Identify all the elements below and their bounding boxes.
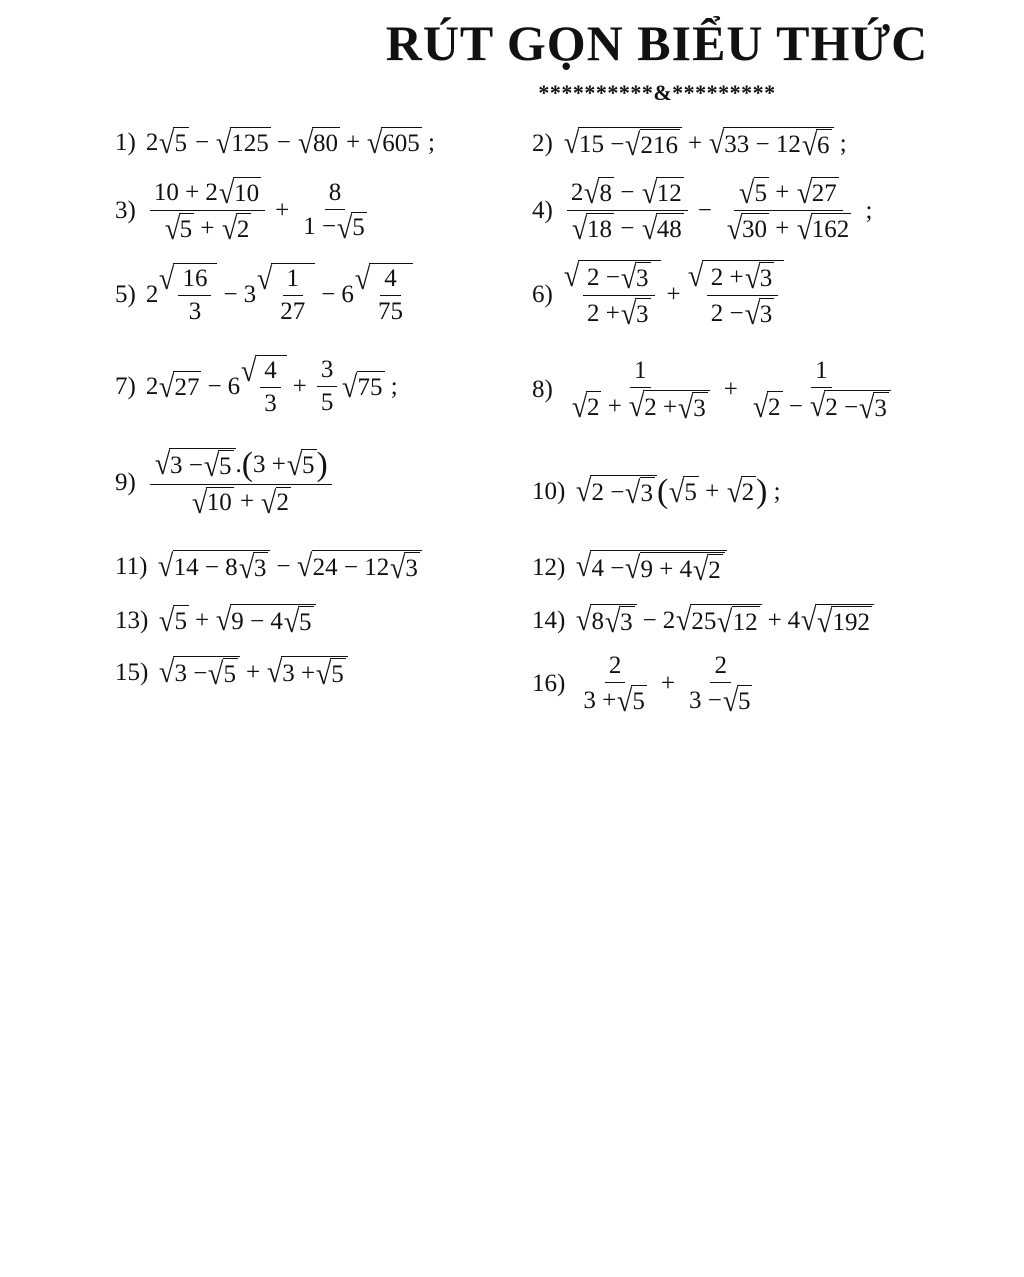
problem-7 [115, 355, 398, 418]
problem-expression: 10 + 2 √ 10 √ 5 + √ 2 + 8 1 − √ 5 [146, 177, 375, 245]
problem-number: 8) [532, 376, 553, 404]
problem-15 [115, 656, 348, 689]
page-title: RÚT GỌN BIỂU THỨC [385, 15, 929, 71]
problem-number: 13) [115, 606, 149, 634]
problem-13 [115, 604, 316, 637]
problem-number: 11) [115, 552, 148, 580]
problem-number: 4) [532, 196, 553, 224]
problem-10 [532, 475, 781, 509]
problem-expression: √ 2 − √ 3 ( √ 5 + √ 2 ) ; [576, 473, 781, 511]
problem-12 [532, 550, 727, 585]
problem-number: 14) [532, 606, 566, 634]
problem-9 [115, 448, 336, 518]
problem-number: 7) [115, 372, 136, 400]
problem-number: 1) [115, 128, 136, 156]
problem-expression: √ 15 − √ 216 + √ 33 − 12 √ 6 ; [563, 125, 847, 162]
problem-number: 2) [532, 129, 553, 157]
problem-expression: 2 √ $\frac{16}{3}$ − 3 √ $\frac{1}{27}$ − 6 √ $\frac{4}{75}$ [146, 263, 413, 326]
problem-number: 10) [532, 477, 566, 505]
problem-expression: √ 3 − √ 5 + √ 3 + √ 5 [158, 656, 347, 689]
problem-16 [532, 652, 760, 716]
problem-number: 12) [532, 553, 566, 581]
problem-number: 6) [532, 280, 553, 308]
problem-3 [115, 177, 375, 245]
title-decoration: **********&********* [538, 80, 776, 105]
problem-2 [532, 127, 847, 160]
problem-expression: √ 8 √ 3 − 2 √ 25 √ 12 + 4 √ √ 192 [575, 604, 874, 637]
problem-expression: 2 √ 5 − √ 125 − √ 80 + √ 605 ; [145, 125, 435, 160]
problem-14 [532, 604, 874, 637]
problem-expression: √ 2 − √ 3 2 + √ 3 + √ 2 + √ 3 2 − √ 3 [563, 260, 784, 330]
problem-1 [115, 127, 435, 158]
problem-5 [115, 263, 413, 326]
problem-number: 15) [115, 658, 149, 686]
problem-6 [532, 260, 784, 330]
problem-expression: √ 4 − √ 9 + 4 √ 2 [575, 550, 726, 585]
problem-8 [532, 357, 899, 423]
problem-expression: √ 5 + √ 9 − 4 √ 5 [158, 604, 315, 637]
problem-number: 16) [532, 670, 566, 698]
problem-expression: √ 3 − √ 5 . ( 3 + √ 5 ) √ 10 + √ 2 [146, 448, 336, 518]
problem-expression: 1 √ 2 + √ 2 + √ 3 + 1 √ 2 − √ 2 − √ 3 [563, 357, 899, 423]
problem-11 [115, 550, 422, 583]
problem-number: 5) [115, 280, 136, 308]
problem-number: 9) [115, 469, 136, 496]
problem-number: 3) [115, 196, 136, 224]
problem-expression: √ 14 − 8 √ 3 − √ 24 − 12 √ 3 [157, 550, 421, 583]
problem-expression: 2 3 + √ 5 + 2 3 − √ 5 [583, 652, 751, 718]
problem-4 [532, 177, 872, 245]
problem-expression: 2 √ 8 − √ 12 √ 18 − √ 48 − √ 5 + √ 27 √ 30 + √ 162 ; [563, 177, 873, 245]
problem-expression: 2 √ 27 − 6 √ $\frac{4}{3}$ + $\frac{3}{5}$ √ 75 ; [145, 353, 398, 417]
